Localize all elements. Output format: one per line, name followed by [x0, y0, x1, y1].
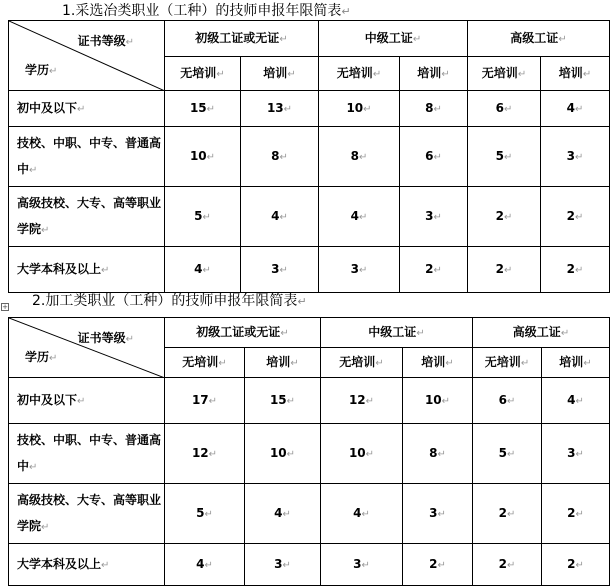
subheader: 培训↵ [245, 348, 321, 378]
row-label: 技校、中职、中专、普通高中↵ [9, 424, 165, 484]
subheader: 无培训↵ [321, 348, 403, 378]
table-row [9, 127, 610, 187]
cell-value: 10↵ [403, 378, 473, 424]
cell-value: 4↵ [165, 544, 245, 586]
table-1-corner-header [9, 21, 165, 91]
table-row [9, 91, 610, 127]
cell-value: 3↵ [319, 247, 400, 293]
row-label: 大学本科及以上↵ [9, 544, 165, 586]
cell-value: 6↵ [468, 91, 541, 127]
table-1-title: 1.采选冶类职业（工种）的技师申报年限简表↵ [62, 3, 351, 19]
cell-value: 3↵ [321, 544, 403, 586]
cell-value: 2↵ [541, 247, 610, 293]
cell-value: 2↵ [473, 484, 542, 544]
cell-value: 4↵ [245, 484, 321, 544]
corner-cert-label: 证书等级↵ [77, 331, 134, 345]
cell-value: 2↵ [542, 544, 610, 586]
corner-edu-label: 学历↵ [25, 63, 58, 77]
row-label: 技校、中职、中专、普通高中↵ [9, 127, 165, 187]
corner-cert-label: 证书等级↵ [77, 34, 134, 48]
group-header: 中级工证↵ [319, 21, 468, 57]
subheader: 培训↵ [403, 348, 473, 378]
cell-value: 3↵ [403, 484, 473, 544]
cell-value: 5↵ [165, 484, 245, 544]
cell-value: 2↵ [541, 187, 610, 247]
group-header: 初级工证或无证↵ [165, 21, 319, 57]
table-row [9, 544, 610, 586]
group-header: 中级工证↵ [321, 318, 473, 348]
subheader: 培训↵ [541, 57, 610, 91]
subheader: 培训↵ [241, 57, 319, 91]
cell-value: 3↵ [542, 424, 610, 484]
table-row [9, 187, 610, 247]
cell-value: 13↵ [241, 91, 319, 127]
cell-value: 6↵ [473, 378, 542, 424]
cell-value: 3↵ [245, 544, 321, 586]
cell-value: 8↵ [241, 127, 319, 187]
cell-value: 17↵ [165, 378, 245, 424]
cell-value: 3↵ [541, 127, 610, 187]
subheader: 无培训↵ [165, 57, 241, 91]
table-1 [8, 20, 610, 293]
cell-value: 8↵ [400, 91, 468, 127]
table-2-title: 2.加工类职业（工种）的技师申报年限简表↵ [32, 293, 307, 309]
cell-value: 10↵ [321, 424, 403, 484]
cell-value: 2↵ [542, 484, 610, 544]
table-row [9, 378, 610, 424]
table-row [9, 247, 610, 293]
row-label: 高级技校、大专、高等职业学院↵ [9, 187, 165, 247]
cell-value: 3↵ [241, 247, 319, 293]
row-label: 初中及以下↵ [9, 378, 165, 424]
group-header: 高级工证↵ [473, 318, 610, 348]
table-row [9, 424, 610, 484]
table-2-corner-header [9, 318, 165, 378]
cell-value: 15↵ [165, 91, 241, 127]
cell-value: 10↵ [319, 91, 400, 127]
cell-value: 6↵ [400, 127, 468, 187]
cell-value: 2↵ [468, 187, 541, 247]
subheader: 无培训↵ [473, 348, 542, 378]
cell-value: 2↵ [468, 247, 541, 293]
subheader: 无培训↵ [165, 348, 245, 378]
cell-value: 3↵ [400, 187, 468, 247]
table-move-handle-icon[interactable]: + [2, 303, 8, 311]
cell-value: 8↵ [319, 127, 400, 187]
row-label: 高级技校、大专、高等职业学院↵ [9, 484, 165, 544]
cell-value: 4↵ [321, 484, 403, 544]
cell-value: 2↵ [400, 247, 468, 293]
cell-value: 8↵ [403, 424, 473, 484]
group-header: 高级工证↵ [468, 21, 610, 57]
subheader: 无培训↵ [319, 57, 400, 91]
cell-value: 4↵ [165, 247, 241, 293]
cell-value: 15↵ [245, 378, 321, 424]
table-row [9, 484, 610, 544]
cell-value: 4↵ [319, 187, 400, 247]
subheader: 无培训↵ [468, 57, 541, 91]
row-label: 大学本科及以上↵ [9, 247, 165, 293]
cell-value: 10↵ [245, 424, 321, 484]
cell-value: 2↵ [403, 544, 473, 586]
row-label: 初中及以下↵ [9, 91, 165, 127]
cell-value: 5↵ [473, 424, 542, 484]
cell-value: 12↵ [165, 424, 245, 484]
cell-value: 4↵ [541, 91, 610, 127]
cell-value: 5↵ [468, 127, 541, 187]
cell-value: 12↵ [321, 378, 403, 424]
table-2 [8, 317, 610, 586]
cell-value: 4↵ [542, 378, 610, 424]
subheader: 培训↵ [400, 57, 468, 91]
cell-value: 2↵ [473, 544, 542, 586]
cell-value: 10↵ [165, 127, 241, 187]
corner-edu-label: 学历↵ [25, 350, 58, 364]
cell-value: 5↵ [165, 187, 241, 247]
group-header: 初级工证或无证↵ [165, 318, 321, 348]
cell-value: 4↵ [241, 187, 319, 247]
subheader: 培训↵ [542, 348, 610, 378]
